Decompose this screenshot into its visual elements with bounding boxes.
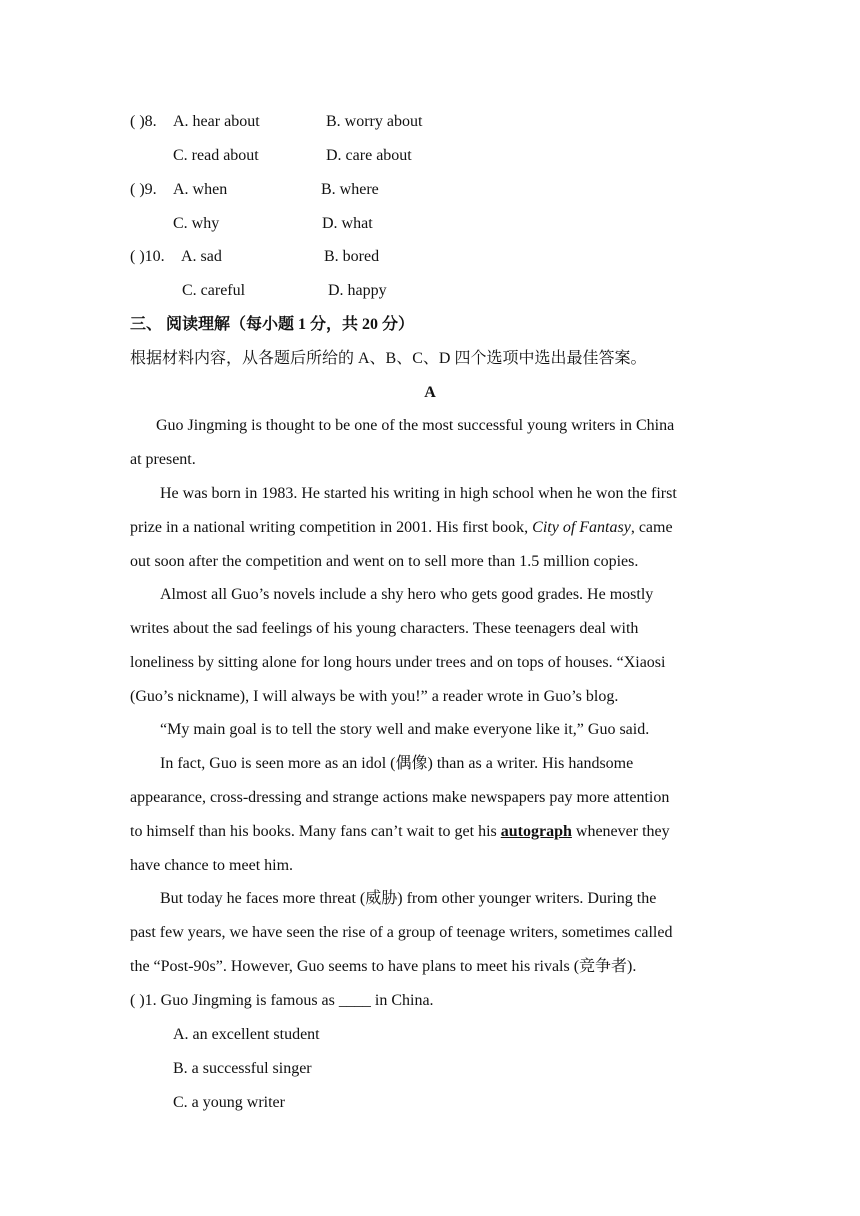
q9-number: ( )9. [130,181,157,198]
q10-option-d: D. happy [328,282,387,299]
section-heading: 三、 阅读理解（每小题 1 分，共 20 分） [130,316,415,333]
q10-option-c: C. careful [182,282,246,299]
passage-line-with-keyword [130,822,670,842]
passage-line: But today he faces more threat (威胁) from other younger writers. During the [160,890,657,907]
question-1-option-c: C. a young writer [173,1094,285,1111]
passage-line: have chance to meet him. [130,857,294,874]
q9-option-a: A. when [173,181,228,198]
question-1-option-b: B. a successful singer [173,1060,312,1077]
passage-line: past few years, we have seen the rise of a group of teenage writers, sometimes called [130,924,673,941]
section-instruction: 根据材料内容，从各题后所给的 A、B、C、D 四个选项中选出最佳答案。 [130,350,647,367]
q8-option-b: B. worry about [326,113,423,130]
passage-line: He was born in 1983. He started his writing in high school when he won the first [160,485,677,502]
passage-line: appearance, cross-dressing and strange actions make newspapers pay more attention [130,789,670,806]
q8-option-a: A. hear about [173,113,260,130]
passage-line: In fact, Guo is seen more as an idol (偶像) than as a writer. His handsome [160,755,634,772]
passage-line: Almost all Guo’s novels include a shy hero who gets good grades. He mostly [160,586,654,603]
q8-option-d: D. care about [326,147,412,164]
underlined-keyword: autograph [500,823,572,840]
q10-option-a: A. sad [181,248,222,265]
passage-line: (Guo’s nickname), I will always be with you!” a reader wrote in Guo’s blog. [130,688,619,705]
q9-option-b: B. where [321,181,379,198]
question-1-stem: ( )1. Guo Jingming is famous as ____ in China. [130,992,434,1009]
passage-text: to himself than his books. Many fans can’t wait to get his [130,823,501,840]
passage-text: , came [630,519,673,536]
passage-line: “My main goal is to tell the story well and make everyone like it,” Guo said. [160,721,650,738]
q10-option-b: B. bored [324,248,380,265]
q8-number: ( )8. [130,113,157,130]
passage-label: A [424,384,436,401]
q9-option-d: D. what [322,215,373,232]
passage-text: prize in a national writing competition in 2001. His first book, [130,519,533,536]
passage-line: writes about the sad feelings of his young characters. These teenagers deal with [130,620,639,637]
book-title: City of Fantasy [532,519,631,536]
q8-option-c: C. read about [173,147,259,164]
passage-line: loneliness by sitting alone for long hours under trees and on tops of houses. “Xiaosi [130,654,666,671]
q9-option-c: C. why [173,215,220,232]
passage-line: out soon after the competition and went on to sell more than 1.5 million copies. [130,553,639,570]
q10-number: ( )10. [130,248,165,265]
passage-line: the “Post-90s”. However, Guo seems to have plans to meet his rivals (竞争者). [130,958,637,975]
passage-text: whenever they [571,823,670,840]
passage-line: Guo Jingming is thought to be one of the most successful young writers in China [156,417,675,434]
question-1-option-a: A. an excellent student [173,1026,320,1043]
passage-line-with-title [130,518,673,538]
passage-line: at present. [130,451,196,468]
